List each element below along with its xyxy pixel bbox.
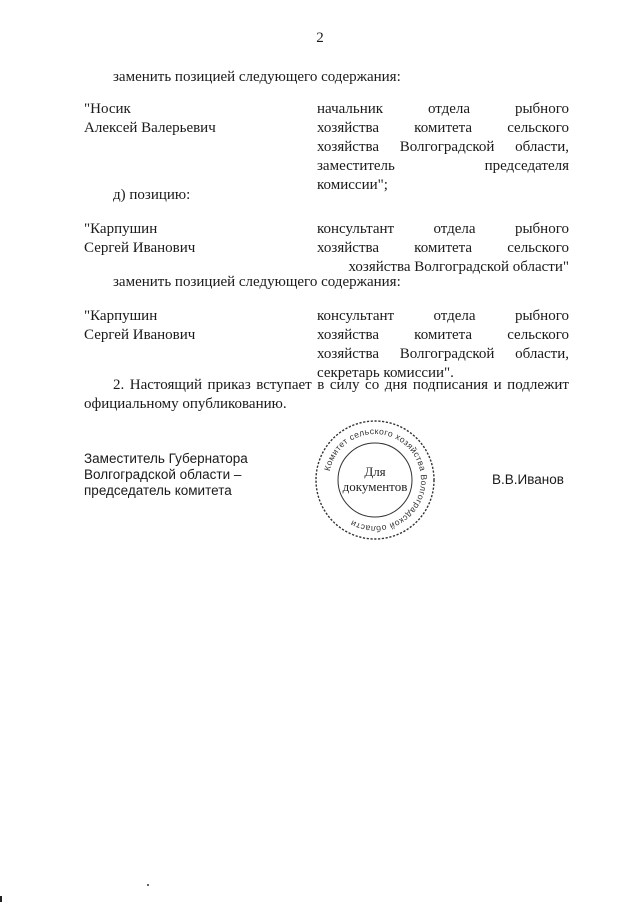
entry-3-name-line-1: "Карпушин xyxy=(84,308,158,324)
item-d: д) позицию: xyxy=(113,187,191,203)
stamp-center-line-2: документов xyxy=(342,479,408,494)
entry-1-role-line: хозяйства комитета сельского xyxy=(317,120,569,136)
scan-edge-mark xyxy=(0,896,2,902)
signatory-name: В.В.Иванов xyxy=(492,472,564,487)
entry-1-role-line: комиссии"; xyxy=(317,177,388,193)
entry-2-name-line-1: "Карпушин xyxy=(84,221,158,237)
entry-2-name xyxy=(84,220,195,258)
entry-1-name-line-1: "Носик xyxy=(84,101,131,117)
entry-2-role-line: хозяйства комитета сельского xyxy=(317,240,569,256)
entry-2-role-line: консультант отдела рыбного xyxy=(317,221,569,237)
stamp-ring-text: Комитет сельского хозяйства Волгоградской области xyxy=(321,425,430,535)
entry-3-role-line: хозяйства комитета сельского xyxy=(317,327,569,343)
entry-1-name xyxy=(84,100,216,138)
stamp-center-line-1: Для xyxy=(364,464,386,479)
entry-3-role-line: консультант отдела рыбного xyxy=(317,308,569,324)
signatory-position-line-2: Волгоградской области – xyxy=(84,467,242,482)
entry-3-role xyxy=(317,307,569,383)
entry-2-role-line: хозяйства Волгоградской области" xyxy=(348,259,569,275)
entry-3-name xyxy=(84,307,195,345)
intro-line-2: заменить позицией следующего содержания: xyxy=(113,274,401,290)
entry-2-role xyxy=(317,220,569,277)
intro-line-1: заменить позицией следующего содержания: xyxy=(113,69,401,85)
signatory-position-line-1: Заместитель Губернатора xyxy=(84,451,248,466)
entry-1-role-line: заместитель председателя xyxy=(317,158,569,174)
page-number: 2 xyxy=(316,30,324,46)
signatory-position-line-3: председатель комитета xyxy=(84,483,232,498)
entry-1-role xyxy=(317,100,569,195)
entry-2-name-line-2: Сергей Иванович xyxy=(84,240,196,256)
clause-2-line-2: официальному опубликованию. xyxy=(84,396,287,412)
clause-2-line-1: 2. Настоящий приказ вступает в силу со дня подписания и подлежит xyxy=(113,377,569,393)
entry-3-role-line: хозяйства Волгоградской области, xyxy=(317,346,569,362)
entry-3-name-line-2: Сергей Иванович xyxy=(84,327,196,343)
entry-1-role-line: начальник отдела рыбного xyxy=(317,101,569,117)
entry-3-role-line: секретарь комиссии". xyxy=(317,365,454,381)
official-stamp xyxy=(313,418,437,542)
signatory-position xyxy=(84,451,248,499)
scan-speck xyxy=(147,884,149,886)
entry-1-name-line-2: Алексей Валерьевич xyxy=(84,120,216,136)
entry-1-role-line: хозяйства Волгоградской области, xyxy=(317,139,569,155)
